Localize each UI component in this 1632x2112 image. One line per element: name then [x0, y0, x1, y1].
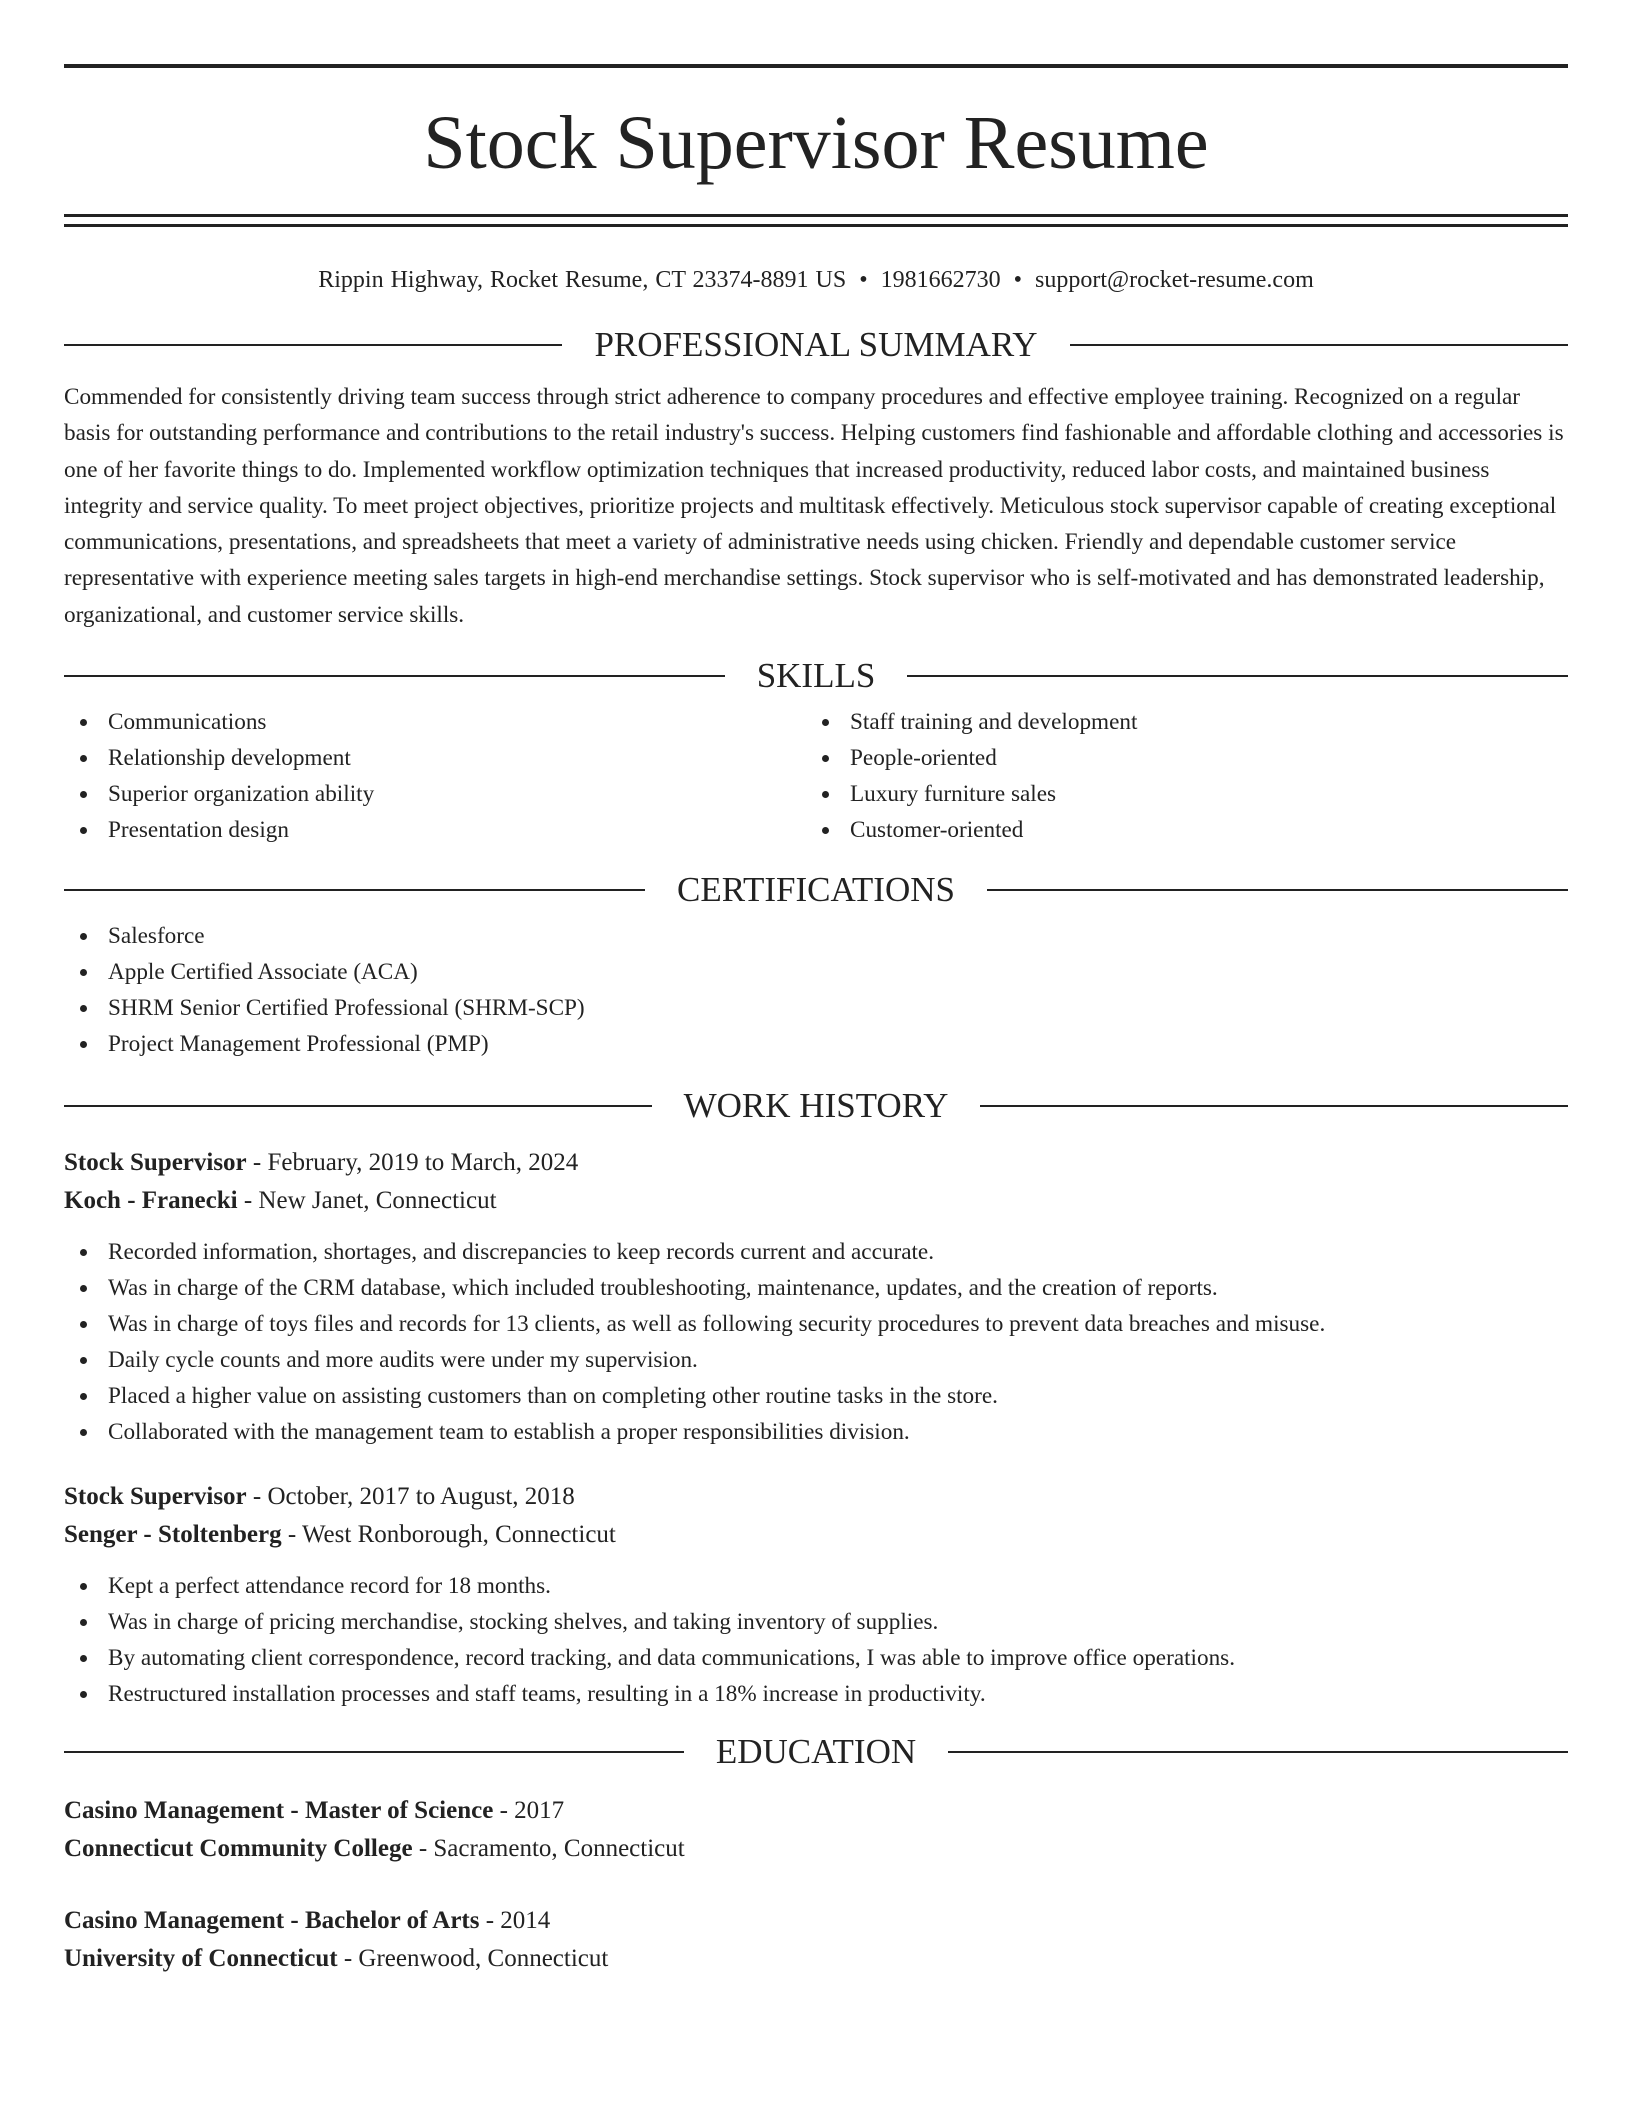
heading-rule: [987, 889, 1568, 891]
heading-rule: [64, 889, 645, 891]
job-location: - West Ronborough, Connecticut: [281, 1521, 616, 1549]
section-heading-summary: [64, 323, 1568, 367]
heading-rule: [64, 1751, 684, 1753]
contact-separator: •: [859, 267, 868, 293]
list-item: Communications: [64, 704, 806, 740]
job-title-line: [64, 1144, 1568, 1182]
contact-line: [64, 264, 1568, 296]
heading-rule: [907, 675, 1568, 677]
education-year: - 2014: [479, 1907, 551, 1935]
section-title: WORK HISTORY: [683, 1086, 949, 1126]
list-item: Collaborated with the management team to establish a proper responsibilities division.: [64, 1414, 1568, 1450]
education-degree-line: [64, 1792, 1568, 1830]
title-rule-upper: [64, 214, 1568, 217]
education-degree-line: [64, 1902, 1568, 1940]
section-heading-work: [64, 1084, 1568, 1128]
list-item: Kept a perfect attendance record for 18 months.: [64, 1568, 1568, 1604]
list-item: SHRM Senior Certified Professional (SHRM-SCP): [64, 990, 1568, 1026]
contact-email: support@rocket-resume.com: [1035, 267, 1314, 293]
education-entry: [64, 1902, 1568, 1978]
job-title-line: [64, 1478, 1568, 1516]
list-item: Relationship development: [64, 740, 806, 776]
heading-rule: [64, 675, 725, 677]
title-rule-lower: [64, 224, 1568, 227]
job-title: Stock Supervisor: [64, 1149, 247, 1177]
job-entry: [64, 1144, 1568, 1450]
list-item: Customer-oriented: [806, 812, 1548, 848]
list-item: Was in charge of the CRM database, which included troubleshooting, maintenance, updates, and the creation of reports.: [64, 1270, 1568, 1306]
list-item: Salesforce: [64, 918, 1568, 954]
heading-rule: [948, 1751, 1568, 1753]
education-school-line: [64, 1830, 1568, 1868]
contact-address: Rippin Highway, Rocket Resume, CT 23374-8891 US: [318, 267, 847, 293]
list-item: Apple Certified Associate (ACA): [64, 954, 1568, 990]
job-title: Stock Supervisor: [64, 1483, 247, 1511]
section-title: EDUCATION: [715, 1732, 917, 1772]
job-company: Senger - Stoltenberg: [64, 1521, 282, 1549]
education-location: - Sacramento, Connecticut: [412, 1835, 685, 1863]
list-item: Placed a higher value on assisting customers than on completing other routine tasks in the store.: [64, 1378, 1568, 1414]
resume-content: [64, 64, 1568, 1978]
section-heading-education: [64, 1730, 1568, 1774]
education-degree: Casino Management - Bachelor of Arts: [64, 1907, 480, 1935]
summary-text: Commended for consistently driving team success through strict adherence to company procedures and effective employee training. Recognized on a regular basis for outstanding performance and contributions to the retail industry's success. Helping customers find fashionable and affordable clothing and accessories is one of her favorite things to do. Implemented workflow optimization techniques that increased productivity, reduced labor costs, and maintained business integrity and service quality. To meet project objectives, prioritize projects and multitask effectively. Meticulous stock supervisor capable of creating exceptional communications, presentations, and spreadsheets that meet a variety of administrative needs using chicken. Friendly and dependable customer service representative with experience meeting sales targets in high-end merchandise settings. Stock supervisor who is self-motivated and has demonstrated leadership, organizational, and customer service skills.: [64, 384, 1564, 628]
job-company-line: [64, 1516, 1568, 1554]
heading-rule: [980, 1105, 1568, 1107]
list-item: Daily cycle counts and more audits were under my supervision.: [64, 1342, 1568, 1378]
job-dates: - February, 2019 to March, 2024: [246, 1149, 579, 1177]
job-bullets: [64, 1234, 1568, 1450]
education-school: Connecticut Community College: [64, 1835, 413, 1863]
list-item: By automating client correspondence, record tracking, and data communications, I was able to improve office operations.: [64, 1640, 1568, 1676]
skills-columns: [64, 704, 1568, 848]
list-item: People-oriented: [806, 740, 1548, 776]
list-item: Project Management Professional (PMP): [64, 1026, 1568, 1062]
list-item: Staff training and development: [806, 704, 1548, 740]
job-entry: [64, 1478, 1568, 1712]
skills-list-left: [64, 704, 806, 848]
list-item: Recorded information, shortages, and discrepancies to keep records current and accurate.: [64, 1234, 1568, 1270]
list-item: Luxury furniture sales: [806, 776, 1548, 812]
section-title: SKILLS: [756, 656, 876, 696]
education-school-line: [64, 1940, 1568, 1978]
heading-rule: [1070, 344, 1568, 346]
education-school: University of Connecticut: [64, 1945, 338, 1973]
list-item: Restructured installation processes and staff teams, resulting in a 18% increase in productivity.: [64, 1676, 1568, 1712]
section-heading-skills: [64, 654, 1568, 698]
list-item: Superior organization ability: [64, 776, 806, 812]
skills-list-right: [806, 704, 1548, 848]
list-item: Was in charge of toys files and records for 13 clients, as well as following security procedures to prevent data breaches and misuse.: [64, 1306, 1568, 1342]
resume-title: Stock Supervisor Resume: [423, 101, 1209, 185]
education-year: - 2017: [493, 1797, 565, 1825]
contact-separator: •: [1013, 267, 1023, 293]
list-item: Presentation design: [64, 812, 806, 848]
job-bullets: [64, 1568, 1568, 1712]
contact-phone: 1981662730: [880, 267, 1001, 293]
section-heading-certifications: [64, 868, 1568, 912]
education-location: - Greenwood, Connecticut: [337, 1945, 609, 1973]
certifications-list: [64, 918, 1568, 1062]
education-degree: Casino Management - Master of Science: [64, 1797, 494, 1825]
list-item: Was in charge of pricing merchandise, stocking shelves, and taking inventory of supplies.: [64, 1604, 1568, 1640]
section-title: PROFESSIONAL SUMMARY: [594, 325, 1038, 364]
job-company: Koch - Franecki: [64, 1187, 238, 1215]
job-company-line: [64, 1182, 1568, 1220]
heading-rule: [64, 1105, 652, 1107]
top-rule: [64, 64, 1568, 68]
heading-rule: [64, 344, 562, 346]
education-entry: [64, 1792, 1568, 1868]
section-title: CERTIFICATIONS: [677, 870, 955, 910]
job-location: - New Janet, Connecticut: [237, 1187, 497, 1215]
job-dates: - October, 2017 to August, 2018: [246, 1483, 575, 1511]
